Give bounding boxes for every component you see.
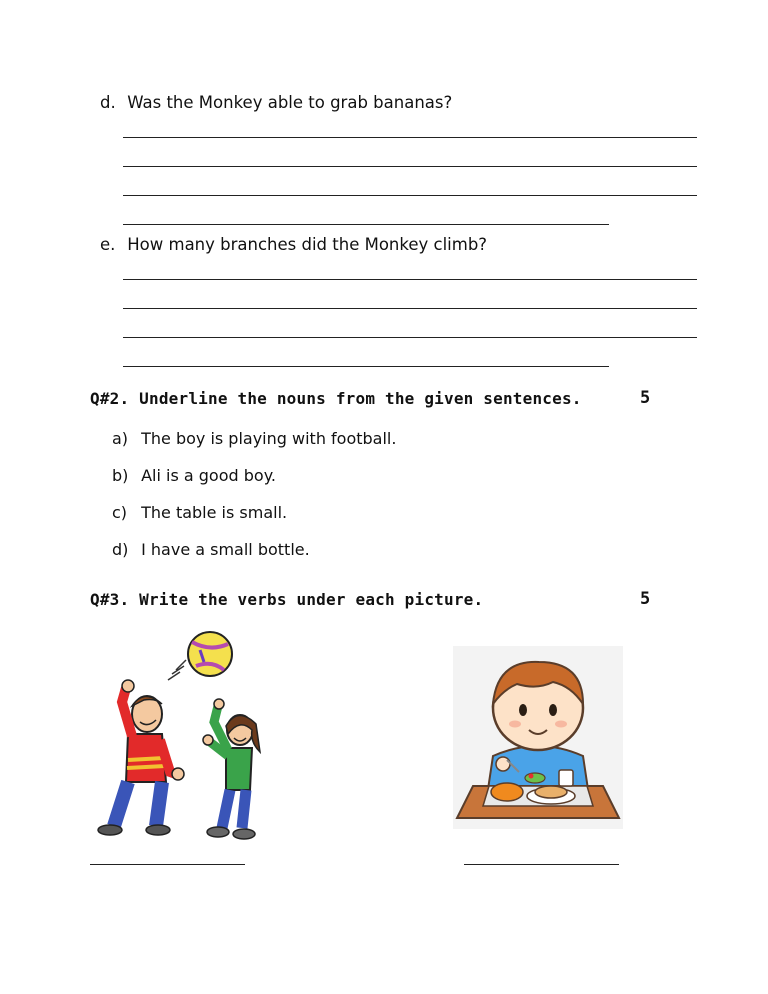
- q2-title: Q#2. Underline the nouns from the given sentences.: [90, 389, 582, 408]
- q2-item-a: [112, 429, 396, 448]
- item-text: Ali is a good boy.: [141, 466, 276, 485]
- answer-line[interactable]: [123, 279, 697, 280]
- question-text: Was the Monkey able to grab bananas?: [127, 93, 453, 112]
- q2-item-d: [112, 540, 310, 559]
- q3-marks: 5: [640, 589, 651, 609]
- answer-line[interactable]: [123, 224, 609, 225]
- question-letter: e.: [100, 235, 116, 254]
- q3-title: Q#3. Write the verbs under each picture.: [90, 590, 484, 609]
- answer-line[interactable]: [123, 195, 697, 196]
- item-text: The table is small.: [141, 503, 288, 522]
- item-letter: c): [112, 503, 128, 522]
- boy-eating-meal-illustration: [453, 646, 623, 829]
- kids-playing-ball-illustration: [92, 622, 282, 847]
- q2-marks: 5: [640, 388, 651, 408]
- answer-line[interactable]: [123, 337, 697, 338]
- picture-1-answer-line[interactable]: [90, 864, 245, 865]
- q2-item-b: [112, 466, 276, 485]
- item-text: The boy is playing with football.: [141, 429, 397, 448]
- item-letter: b): [112, 466, 129, 485]
- item-text: I have a small bottle.: [141, 540, 310, 559]
- q2-item-c: [112, 503, 287, 522]
- answer-line[interactable]: [123, 137, 697, 138]
- picture-2-answer-line[interactable]: [464, 864, 619, 865]
- question-e: [100, 235, 487, 254]
- item-letter: d): [112, 540, 129, 559]
- question-letter: d.: [100, 93, 116, 112]
- item-letter: a): [112, 429, 129, 448]
- answer-line[interactable]: [123, 166, 697, 167]
- answer-line[interactable]: [123, 366, 609, 367]
- question-text: How many branches did the Monkey climb?: [127, 235, 488, 254]
- question-d: [100, 93, 452, 112]
- answer-line[interactable]: [123, 308, 697, 309]
